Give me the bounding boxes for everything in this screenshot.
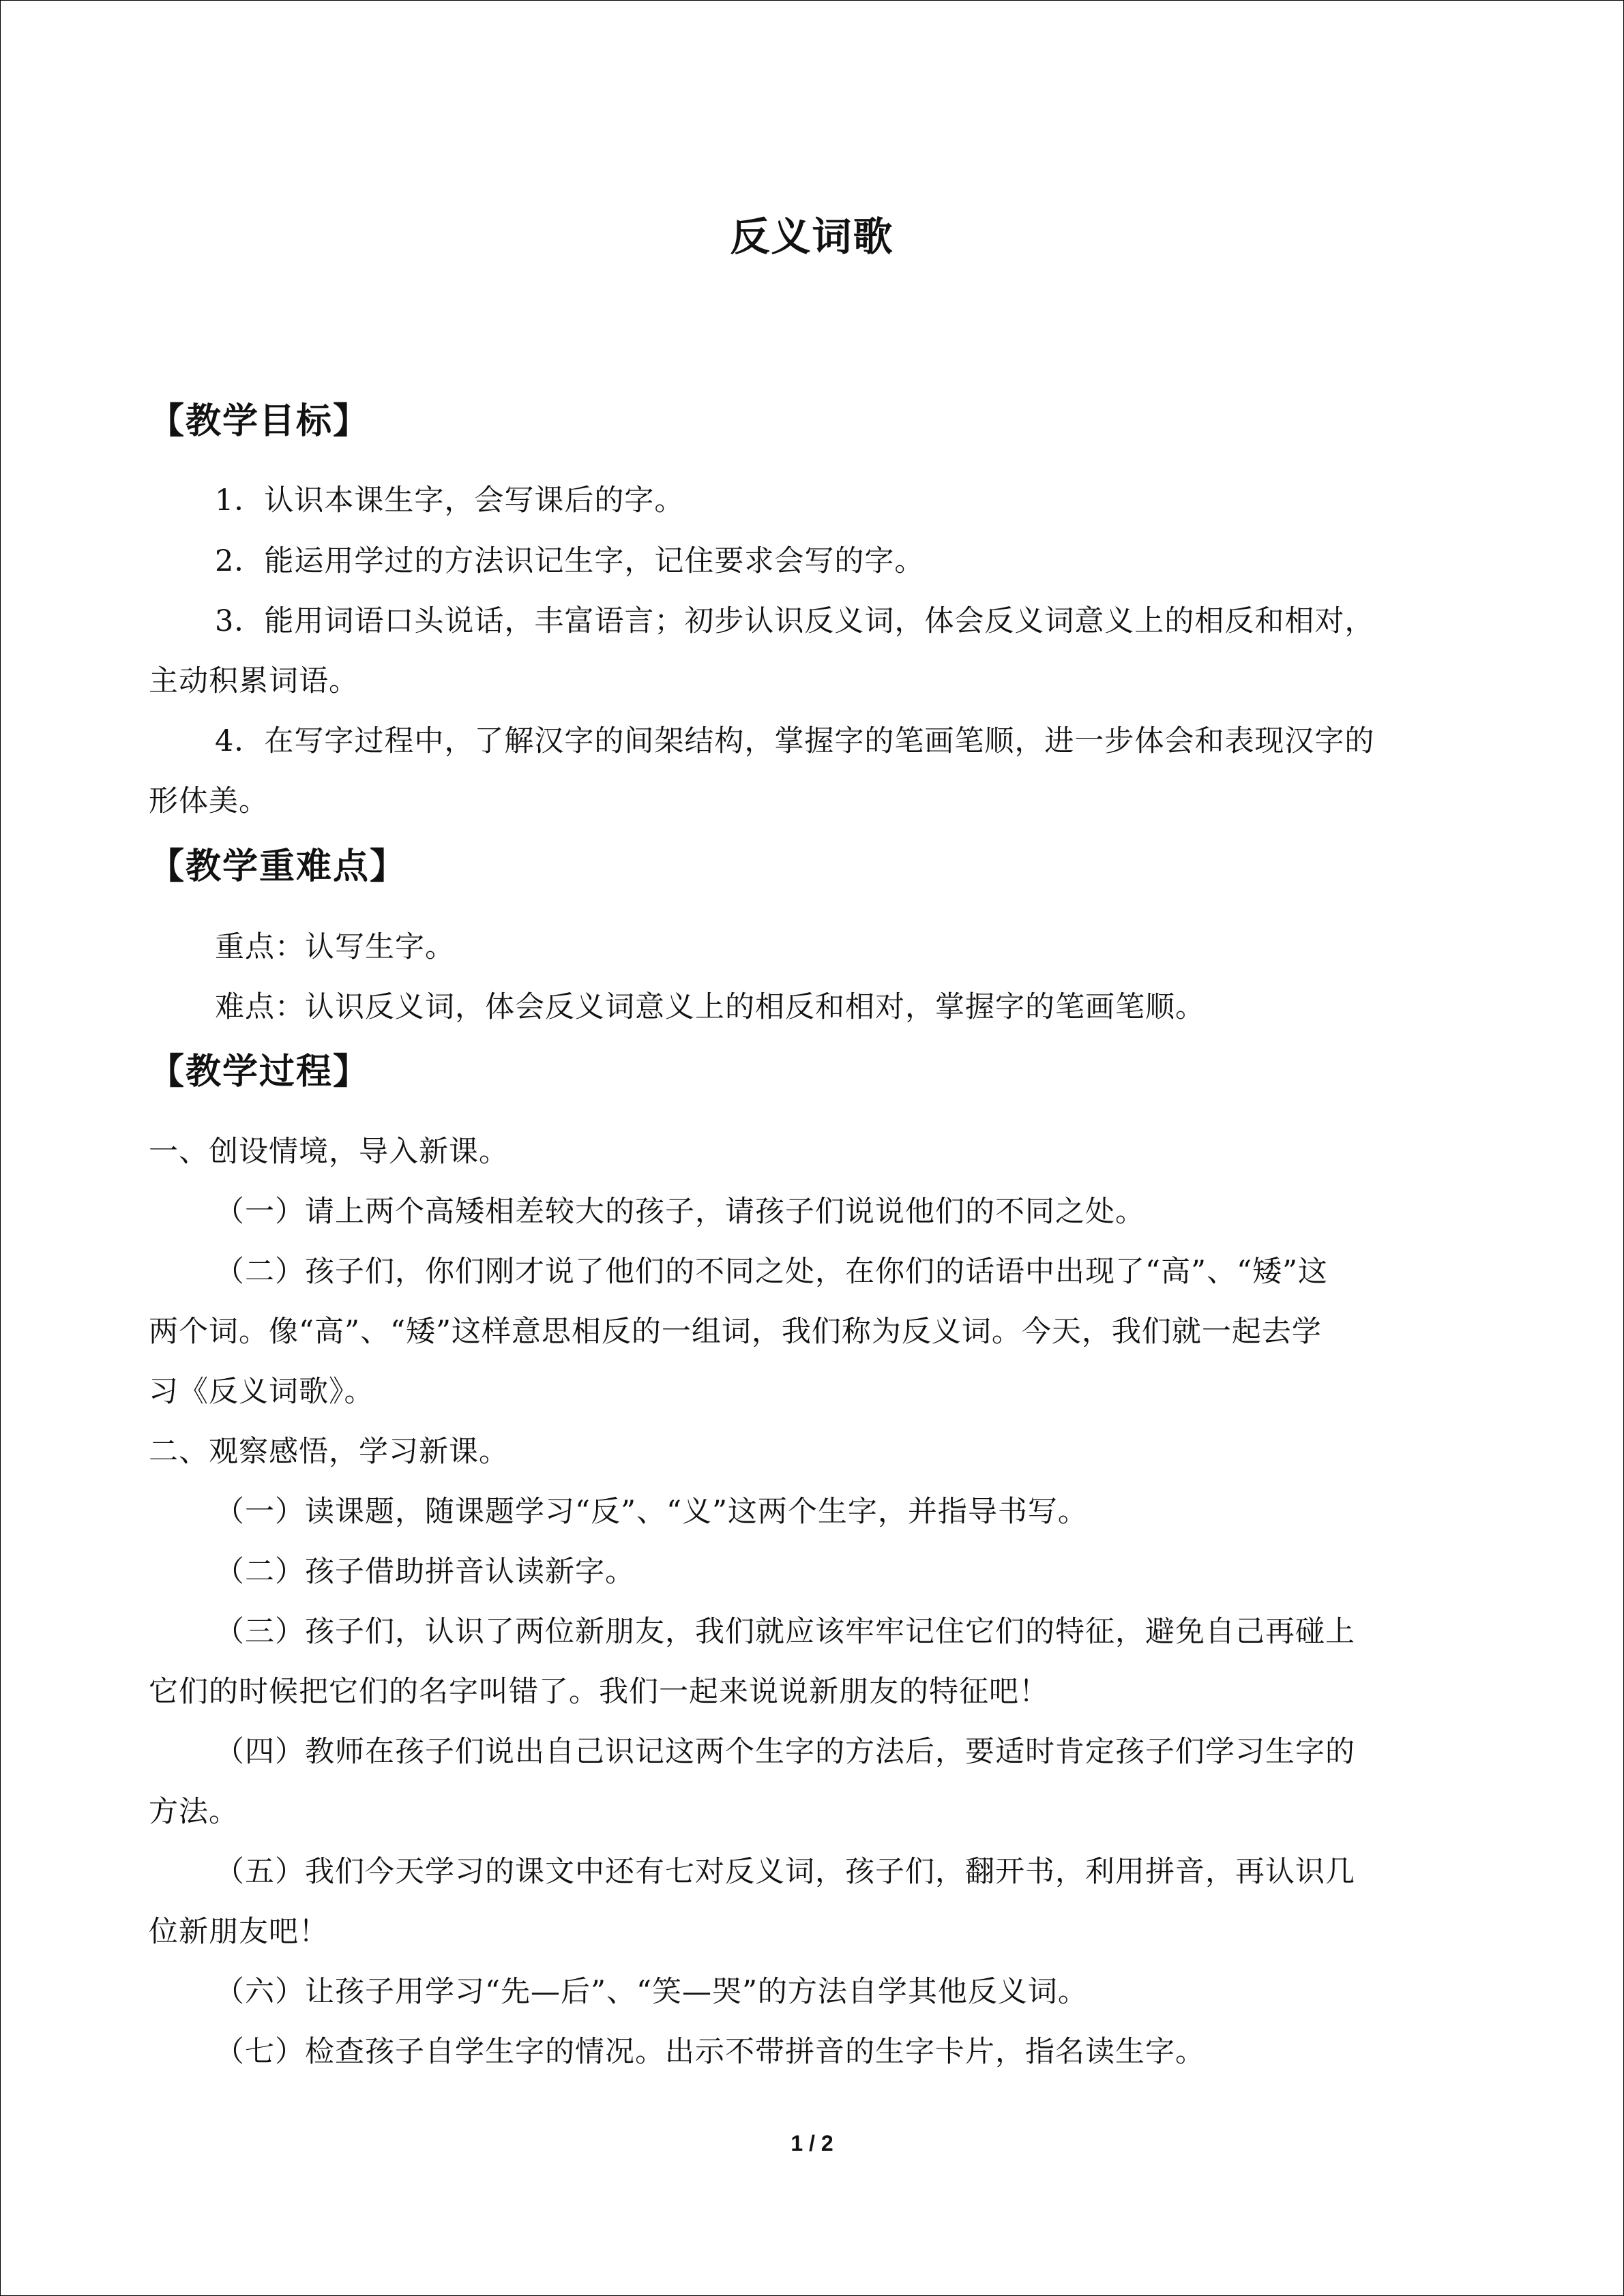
process-line: 方法。: [149, 1795, 239, 1829]
section-heading-teaching-goals: 【教学目标】: [149, 400, 370, 442]
process-line: 二、观察感悟，学习新课。: [149, 1435, 509, 1469]
goal-line: 形体美。: [149, 784, 269, 818]
section-heading-key-points: 【教学重难点】: [149, 846, 407, 887]
goal-line: 3．能用词语口头说话，丰富语言；初步认识反义词，体会反义词意义上的相反和相对，: [215, 604, 1375, 638]
process-line: （六）让孩子用学习“先—后”、“笑—哭”的方法自学其他反义词。: [215, 1975, 1088, 2009]
goal-line: 4．在写字过程中，了解汉字的间架结构，掌握字的笔画笔顺，进一步体会和表现汉字的: [215, 724, 1375, 758]
process-line: （二）孩子们，你们刚才说了他们的不同之处，在你们的话语中出现了“高”、“矮”这: [215, 1255, 1328, 1289]
process-line: （七）检查孩子自学生字的情况。出示不带拼音的生字卡片，指名读生字。: [215, 2035, 1205, 2069]
section-heading-teaching-process: 【教学过程】: [149, 1051, 370, 1092]
page-number: 1 / 2: [791, 2131, 833, 2156]
process-line: 它们的时候把它们的名字叫错了。我们一起来说说新朋友的特征吧！: [149, 1675, 1049, 1709]
difficulty-line: 难点：认识反义词，体会反义词意义上的相反和相对，掌握字的笔画笔顺。: [215, 990, 1205, 1024]
process-line: （一）读课题，随课题学习“反”、“义”这两个生字，并指导书写。: [215, 1495, 1088, 1529]
process-line: （四）教师在孩子们说出自己识记这两个生字的方法后，要适时肯定孩子们学习生字的: [215, 1735, 1355, 1769]
process-line: （二）孩子借助拼音认读新字。: [215, 1555, 635, 1589]
process-line: 位新朋友吧！: [149, 1915, 329, 1949]
key-point-line: 重点：认写生字。: [215, 930, 455, 964]
goal-line: 主动积累词语。: [149, 664, 359, 698]
goal-line: 2．能运用学过的方法识记生字，记住要求会写的字。: [215, 544, 925, 578]
process-line: （五）我们今天学习的课文中还有七对反义词，孩子们，翻开书，利用拼音，再认识几: [215, 1855, 1355, 1889]
process-line: 习《反义词歌》。: [149, 1375, 374, 1409]
process-line: （三）孩子们，认识了两位新朋友，我们就应该牢牢记住它们的特征，避免自己再碰上: [215, 1615, 1355, 1649]
process-line: 一、创设情境，导入新课。: [149, 1135, 509, 1169]
goal-line: 1．认识本课生字，会写课后的字。: [215, 483, 685, 518]
process-line: （一）请上两个高矮相差较大的孩子，请孩子们说说他们的不同之处。: [215, 1195, 1145, 1229]
process-line: 两个词。像“高”、“矮”这样意思相反的一组词，我们称为反义词。今天，我们就一起去学: [149, 1315, 1322, 1349]
document-title: 反义词歌: [730, 213, 894, 260]
